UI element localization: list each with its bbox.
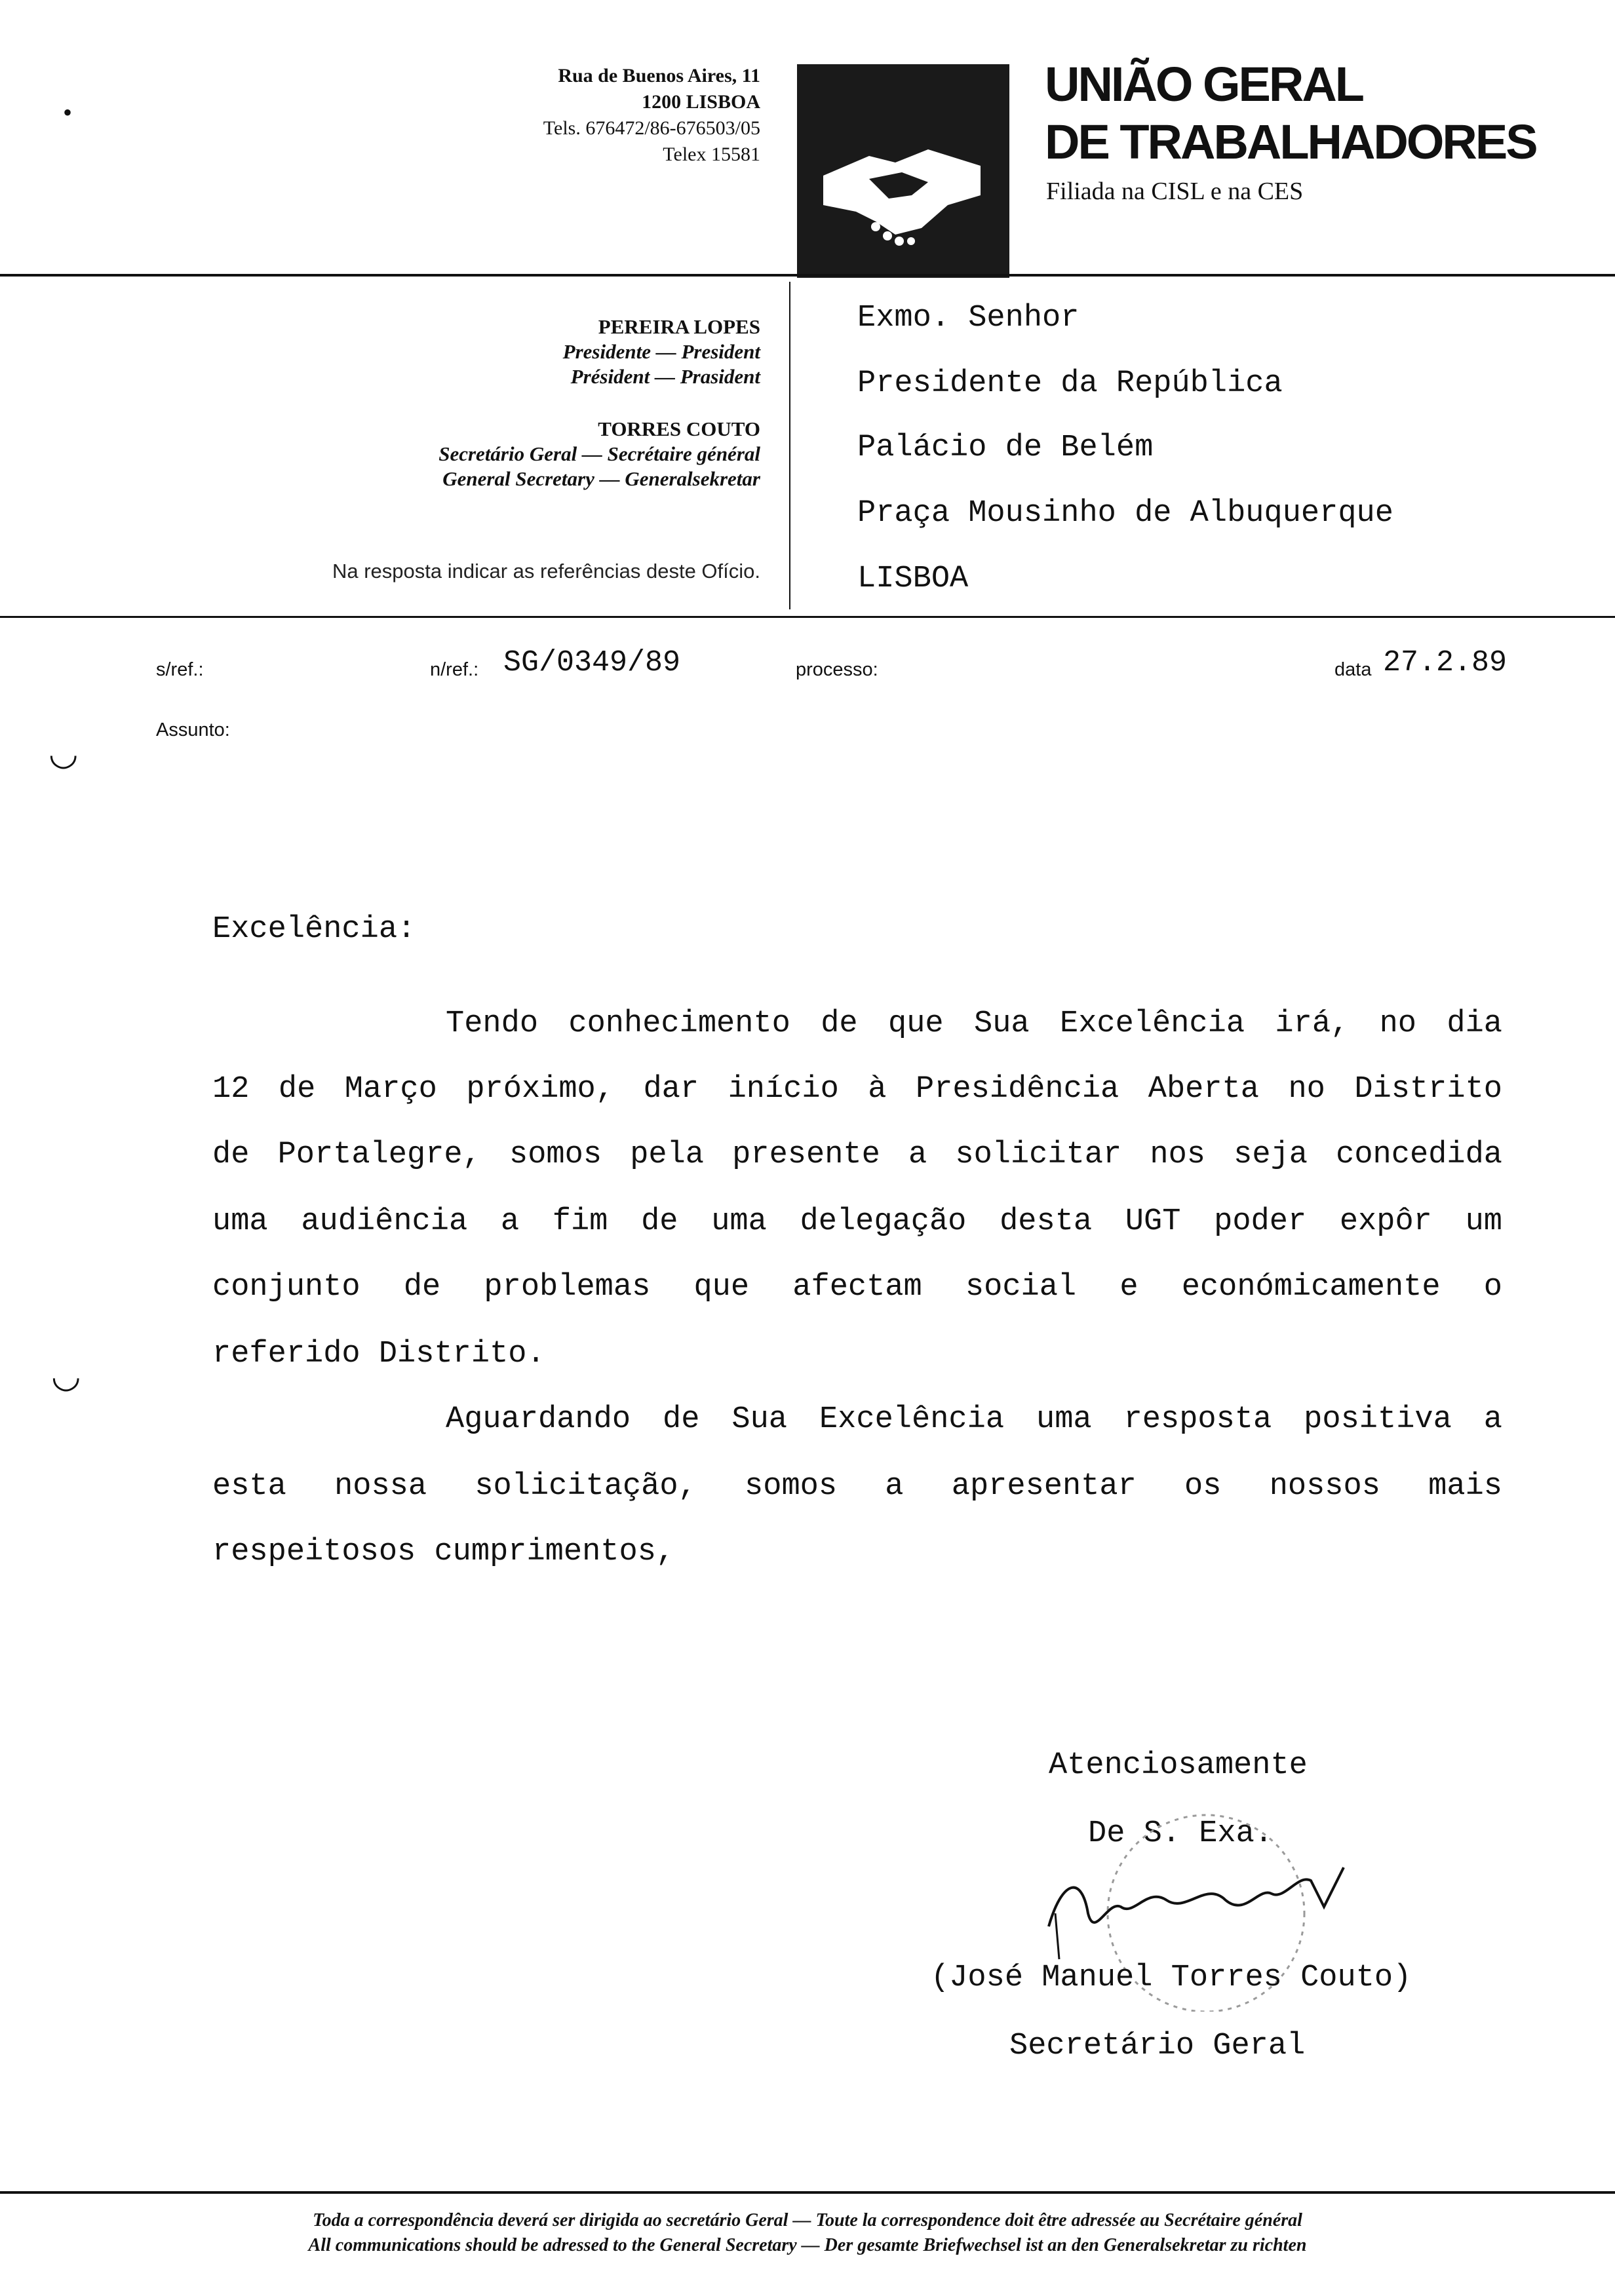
- closing-2: De S. Exa.: [1088, 1816, 1274, 1851]
- sref-label: s/ref.:: [156, 659, 204, 680]
- paragraph-line: uma audiência a fim de uma delegação desta UGT poder expôr um: [212, 1204, 1502, 1239]
- secretary-name: TORRES COUTO: [598, 417, 760, 440]
- paragraph-line: 12 de Março próximo, dar início à Presidência Aberta no Distrito: [212, 1072, 1502, 1107]
- address-telex: Telex 15581: [663, 144, 760, 165]
- affiliation: Filiada na CISL e na CES: [1046, 178, 1304, 205]
- president-role: Président — Prasident: [570, 365, 760, 388]
- column-divider: [789, 282, 790, 609]
- footer-rule: [0, 2191, 1615, 2194]
- ugt-logo: [797, 64, 1009, 278]
- salutation: Excelência:: [212, 912, 416, 947]
- paragraph-line: esta nossa solicitação, somos a apresentar os nossos mais: [212, 1469, 1502, 1504]
- data-label: data: [1334, 659, 1372, 680]
- data-value: 27.2.89: [1383, 646, 1508, 679]
- processo-label: processo:: [796, 659, 878, 680]
- reply-note: Na resposta indicar as referências deste Ofício.: [332, 560, 760, 583]
- officer-secretary: [438, 417, 760, 491]
- header-rule: [0, 274, 1615, 277]
- reference-rule: [0, 616, 1615, 618]
- president-name: PEREIRA LOPES: [598, 315, 760, 338]
- punch-mark: ◡: [49, 735, 79, 773]
- punch-mark: ◡: [51, 1358, 81, 1395]
- address-city: 1200 LISBOA: [642, 91, 760, 113]
- stray-mark: •: [63, 98, 73, 127]
- recipient-line: LISBOA: [857, 562, 969, 596]
- handshake-icon: [797, 64, 1009, 278]
- secretary-role: General Secretary — Generalsekretar: [442, 467, 760, 490]
- paragraph-line: respeitosos cumprimentos,: [212, 1535, 675, 1569]
- paragraph-line: Tendo conhecimento de que Sua Excelência irá, no dia: [446, 1006, 1502, 1041]
- nref-value: SG/0349/89: [503, 646, 681, 679]
- org-name-line1: UNIÃO GERAL: [1045, 57, 1363, 111]
- address-phones: Tels. 676472/86-676503/05: [543, 117, 760, 139]
- officer-president: [563, 315, 760, 389]
- recipient-line: Presidente da República: [857, 366, 1283, 401]
- signer-title: Secretário Geral: [1009, 2029, 1306, 2063]
- footer-line: All communications should be adressed to the General Secretary — Der gesamte Briefwechsel ist an den Generalsekretar zu richten: [308, 2235, 1307, 2255]
- assunto-label: Assunto:: [156, 719, 230, 740]
- letterhead-address: [543, 63, 760, 168]
- paragraph-line: conjunto de problemas que afectam social e económicamente o: [212, 1270, 1502, 1305]
- president-role: Presidente — President: [562, 340, 760, 363]
- recipient-line: Exmo. Senhor: [857, 301, 1080, 335]
- recipient-line: Praça Mousinho de Albuquerque: [857, 496, 1393, 531]
- paragraph-line: de Portalegre, somos pela presente a solicitar nos seja concedida: [212, 1138, 1502, 1172]
- paragraph-line: Aguardando de Sua Excelência uma resposta positiva a: [446, 1402, 1502, 1437]
- recipient-line: Palácio de Belém: [857, 430, 1154, 465]
- nref-label: n/ref.:: [430, 659, 479, 680]
- signer-name: (José Manuel Torres Couto): [931, 1961, 1412, 1995]
- address-street: Rua de Buenos Aires, 11: [558, 65, 760, 86]
- paragraph-line: referido Distrito.: [212, 1337, 545, 1371]
- secretary-role: Secretário Geral — Secrétaire général: [438, 442, 760, 465]
- closing: Atenciosamente: [1049, 1748, 1308, 1783]
- org-name-line2: DE TRABALHADORES: [1045, 115, 1536, 169]
- footer-line: Toda a correspondência deverá ser dirigida ao secretário Geral — Toute la correspondence doit être adressée au Secrétaire général: [313, 2210, 1302, 2230]
